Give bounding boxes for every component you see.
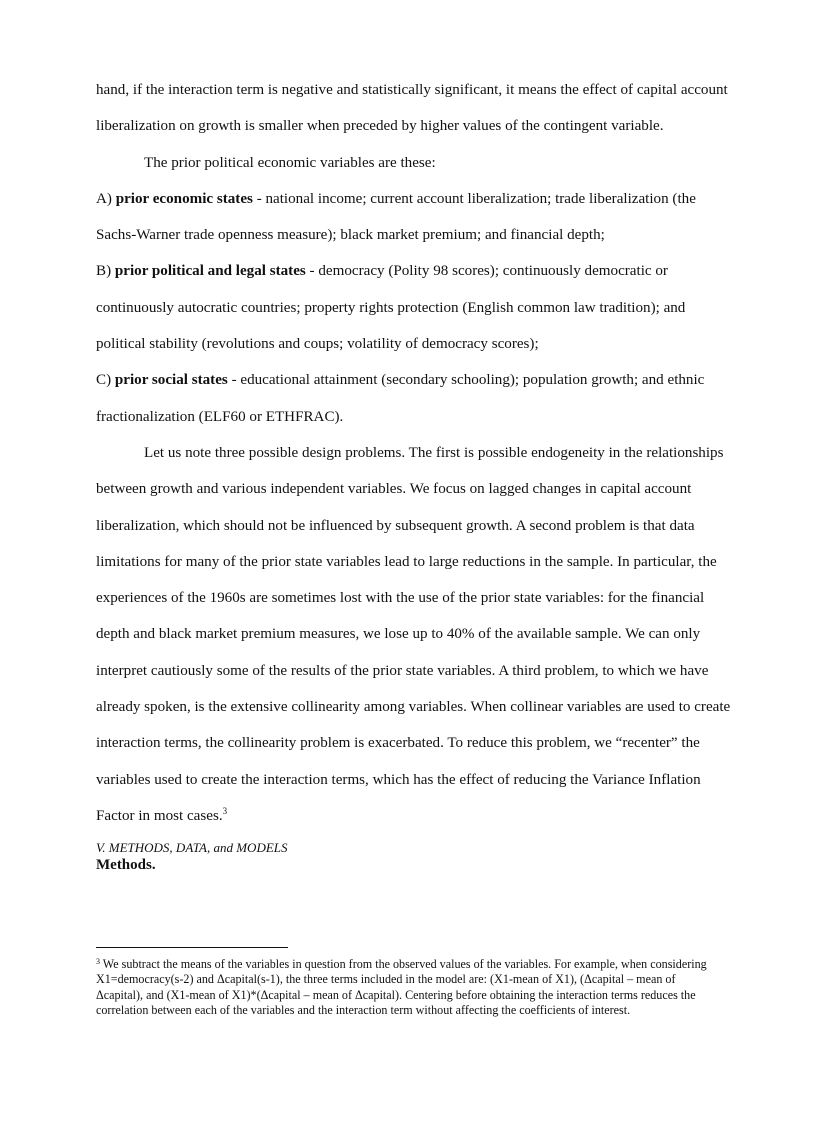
footnote-divider [96, 947, 288, 948]
list-item-text: - democracy (Polity 98 scores); continuously democratic or continuously autocratic countries; property rights protection (English common law tradition); and political stability (revolutions and coups; volatility of democracy scores); [96, 263, 686, 353]
list-item-term: prior social states [114, 372, 228, 389]
paragraph-design-problems [96, 435, 736, 834]
footnote-text: We subtract the means of the variables in question from the observed values of the variables. For example, when considering X1=democracy(s-2) and Δcapital(s-1), the three terms included in the model are: (X1-mean of X1), (Δcapital – mean of Δcapital), and (X1-mean of X1)*(Δcapital – mean of Δcapital). Centering before obtaining the interaction terms reduces the correlation between each of the variables and the interaction term without affecting the coefficients of interest. [96, 957, 707, 1018]
paragraph-interaction-term: hand, if the interaction term is negative and statistically significant, it means the effect of capital account liberalization on growth is smaller when preceded by higher values of the contingent variable. [96, 82, 728, 135]
list-item-term: prior economic states [115, 190, 253, 207]
list-item-prefix: A) [96, 190, 116, 207]
paragraph-design-problems-text: Let us note three possible design problems. The first is possible endogeneity in the relationships between growth and various independent variables. We focus on lagged changes in capital account liberalization, which should not be influenced by subsequent growth. A second problem is that data limitations for many of the prior state variables lead to large reductions in the sample. In particular, the experiences of the 1960s are sometimes lost with the use of the prior state variables: for the financial depth and black market premium measures, we lose up to 40% of the available sample. We can only interpret cautiously some of the results of the prior state variables. A third problem, to which we have already spoken, is the extensive collinearity among variables. When collinear variables are used to create interaction terms, the collinearity problem is exacerbated. To reduce this problem, we “recenter” the variables used to create the interaction terms, which has the effect of reducing the Variance Inflation Factor in most cases. [96, 444, 731, 824]
footnote [96, 957, 722, 1019]
list-item-text: - educational attainment (secondary schooling); population growth; and ethnic fractionalization (ELF60 or ETHFRAC). [96, 372, 705, 425]
paragraph-prior-variables-intro: The prior political economic variables are these: [144, 154, 436, 171]
list-item-prefix: B) [96, 263, 115, 280]
footnote-number: 3 [96, 957, 100, 966]
section-heading: V. METHODS, DATA, and MODELS [96, 840, 288, 856]
body-text [96, 72, 736, 834]
list-item-term: prior political and legal states [114, 263, 306, 280]
list-item-economic-states [96, 181, 736, 254]
footnote-paragraph [96, 957, 722, 1019]
list-item-political-legal-states [96, 253, 736, 362]
footnote-ref[interactable]: 3 [222, 805, 228, 816]
list-item-text: - national income; current account liberalization; trade liberalization (the Sachs-Warner trade openness measure); black market premium; and financial depth; [96, 190, 696, 244]
subsection-heading: Methods. [96, 857, 156, 874]
list-item-prefix: C) [96, 372, 115, 389]
list-item-social-states [96, 362, 736, 435]
page-body [96, 72, 736, 874]
